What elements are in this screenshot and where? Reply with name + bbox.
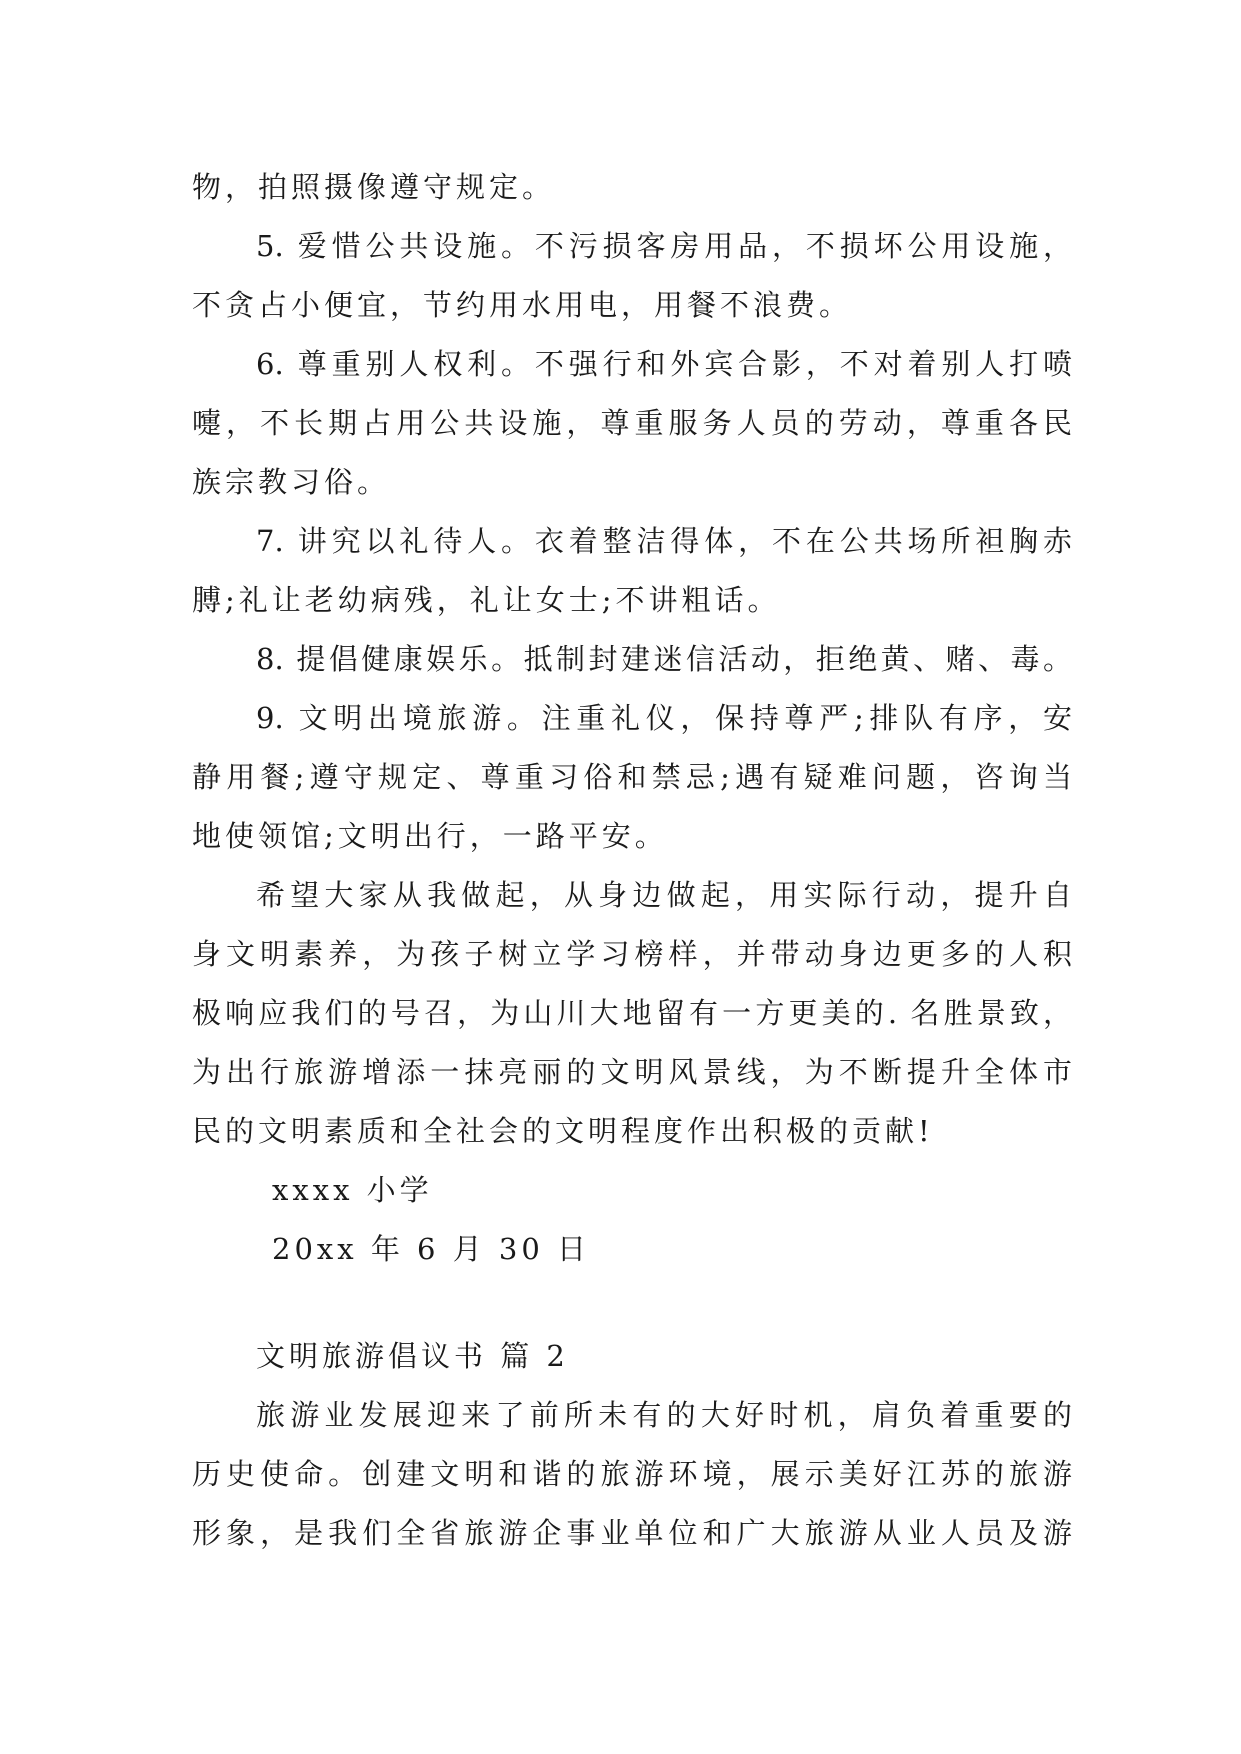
- signature-school: xxxx 小学: [272, 1173, 433, 1207]
- text-line: 历史使命。创建文明和谐的旅游环境，展示美好江苏的旅游: [192, 1457, 1072, 1491]
- signature-date: 20xx 年 6 月 30 日: [272, 1232, 591, 1266]
- text-line: 6. 尊重别人权利。不强行和外宾合影，不对着别人打喷: [256, 347, 1072, 381]
- text-line: 希望大家从我做起，从身边做起，用实际行动，提升自: [256, 878, 1072, 912]
- section-heading: 文明旅游倡议书 篇 2: [256, 1339, 569, 1373]
- text-line: 身文明素养，为孩子树立学习榜样，并带动身边更多的人积: [192, 937, 1072, 971]
- text-line: 民的文明素质和全社会的文明程度作出积极的贡献!: [192, 1114, 934, 1148]
- text-line: 物，拍照摄像遵守规定。: [192, 170, 556, 204]
- text-line: 极响应我们的号召，为山川大地留有一方更美的. 名胜景致，: [192, 996, 1072, 1030]
- text-line: 嚏，不长期占用公共设施，尊重服务人员的劳动，尊重各民: [192, 406, 1072, 440]
- text-line: 8. 提倡健康娱乐。抵制封建迷信活动，拒绝黄、赌、毒。: [256, 642, 1072, 676]
- text-line: 9. 文明出境旅游。注重礼仪，保持尊严;排队有序，安: [256, 701, 1072, 735]
- text-line: 不贪占小便宜，节约用水用电，用餐不浪费。: [192, 288, 853, 322]
- text-line: 为出行旅游增添一抹亮丽的文明风景线，为不断提升全体市: [192, 1055, 1072, 1089]
- text-line: 地使领馆;文明出行，一路平安。: [192, 819, 668, 853]
- text-line: 族宗教习俗。: [192, 465, 391, 499]
- text-line: 膊;礼让老幼病残，礼让女士;不讲粗话。: [192, 583, 781, 617]
- text-line: 7. 讲究以礼待人。衣着整洁得体，不在公共场所袒胸赤: [256, 524, 1072, 558]
- text-line: 形象，是我们全省旅游企事业单位和广大旅游从业人员及游: [192, 1516, 1072, 1550]
- text-line: 旅游业发展迎来了前所未有的大好时机，肩负着重要的: [256, 1398, 1072, 1432]
- text-line: 5. 爱惜公共设施。不污损客房用品，不损坏公用设施，: [256, 229, 1072, 263]
- text-line: 静用餐;遵守规定、尊重习俗和禁忌;遇有疑难问题，咨询当: [192, 760, 1072, 794]
